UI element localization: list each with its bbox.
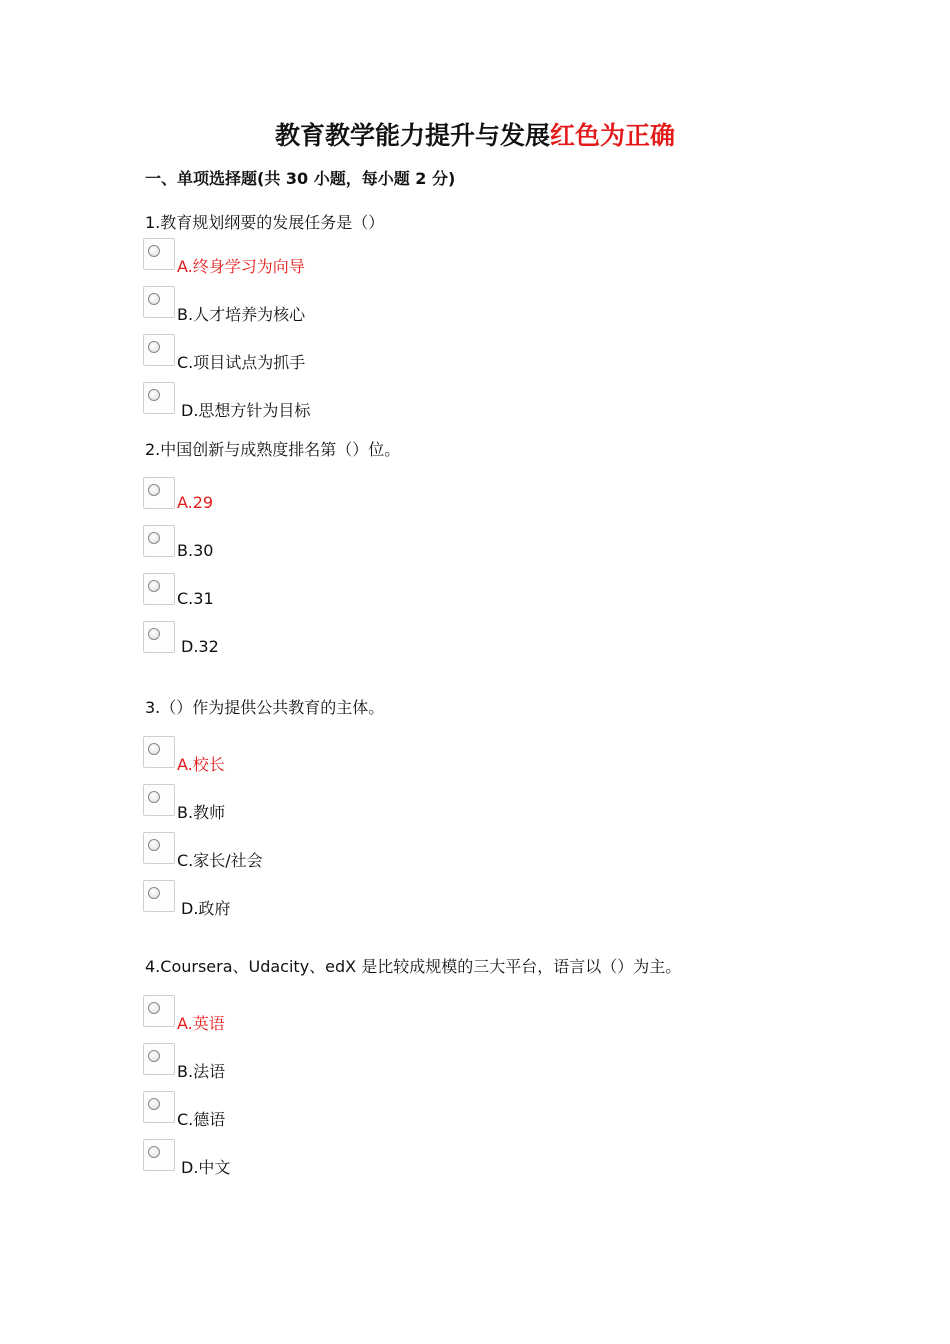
radio-button-icon[interactable]	[143, 573, 175, 605]
question-3-text: 3.（）作为提供公共教育的主体。	[145, 698, 385, 717]
radio-button-icon[interactable]	[143, 784, 175, 816]
radio-button-icon[interactable]	[143, 334, 175, 366]
page-title	[0, 116, 950, 152]
radio-button-icon[interactable]	[143, 880, 175, 912]
radio-button-icon[interactable]	[143, 1043, 175, 1075]
question-4-text: 4.Coursera、Udacity、edX 是比较成规模的三大平台，语言以（）为主。	[145, 957, 682, 976]
radio-button-icon[interactable]	[143, 736, 175, 768]
option-label: A.英语	[177, 1014, 225, 1033]
title-main: 教育教学能力提升与发展	[274, 121, 550, 150]
option-label: C.项目试点为抓手	[177, 353, 306, 372]
radio-button-icon[interactable]	[143, 238, 175, 270]
option-label: B.教师	[177, 803, 226, 822]
option-label: A.终身学习为向导	[177, 257, 305, 276]
option-label: A.校长	[177, 755, 225, 774]
radio-button-icon[interactable]	[143, 1139, 175, 1171]
radio-button-icon[interactable]	[143, 382, 175, 414]
title-highlight: 红色为正确	[550, 121, 676, 150]
option-label: B.30	[177, 541, 214, 560]
option-label: D.32	[181, 637, 219, 656]
option-label: B.法语	[177, 1062, 226, 1081]
option-label: D.中文	[181, 1158, 231, 1177]
section-heading: 一、单项选择题(共 30 小题，每小题 2 分)	[145, 169, 456, 188]
option-label: A.29	[177, 493, 214, 512]
radio-button-icon[interactable]	[143, 477, 175, 509]
question-2-text: 2.中国创新与成熟度排名第（）位。	[145, 440, 401, 459]
option-label: D.思想方针为目标	[181, 401, 311, 420]
radio-button-icon[interactable]	[143, 525, 175, 557]
radio-button-icon[interactable]	[143, 286, 175, 318]
radio-button-icon[interactable]	[143, 995, 175, 1027]
option-label: D.政府	[181, 899, 231, 918]
option-label: C.31	[177, 589, 214, 608]
option-label: C.德语	[177, 1110, 226, 1129]
radio-button-icon[interactable]	[143, 1091, 175, 1123]
radio-button-icon[interactable]	[143, 832, 175, 864]
question-1-text: 1.教育规划纲要的发展任务是（）	[145, 213, 385, 232]
option-label: B.人才培养为核心	[177, 305, 306, 324]
option-label: C.家长/社会	[177, 851, 263, 870]
radio-button-icon[interactable]	[143, 621, 175, 653]
